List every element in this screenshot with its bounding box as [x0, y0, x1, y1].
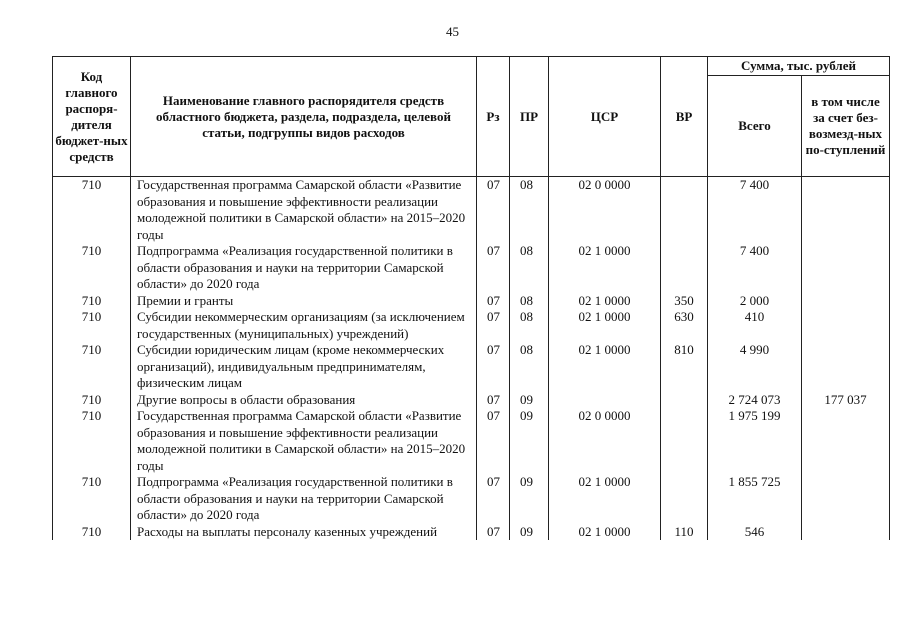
table-header: [53, 57, 890, 177]
cell-rz: 07: [477, 309, 510, 342]
cell-name: Подпрограмма «Реализация государственной политики в области образования и науки на территории Самарской области» до 2020 года: [131, 474, 477, 524]
cell-total: 7 400: [708, 177, 802, 244]
cell-code: 710: [53, 392, 131, 409]
cell-free: [802, 524, 890, 541]
header-code: Код главного распоря-дителя бюджет-ных средств: [53, 57, 131, 177]
cell-rz: 07: [477, 293, 510, 310]
header-name: Наименование главного распорядителя средств областного бюджета, раздела, подраздела, целевой статьи, подгруппы видов расходов: [131, 57, 477, 177]
cell-free: [802, 342, 890, 392]
cell-code: 710: [53, 408, 131, 474]
header-vr: ВР: [661, 57, 708, 177]
page-number: 45: [446, 24, 459, 39]
cell-vr: [661, 177, 708, 244]
cell-csr: [549, 392, 661, 409]
cell-vr: 350: [661, 293, 708, 310]
cell-code: 710: [53, 177, 131, 244]
table-row: [53, 524, 890, 541]
cell-name: Премии и гранты: [131, 293, 477, 310]
cell-vr: 630: [661, 309, 708, 342]
cell-total: 4 990: [708, 342, 802, 392]
cell-csr: 02 0 0000: [549, 408, 661, 474]
cell-free: [802, 243, 890, 293]
cell-code: 710: [53, 342, 131, 392]
table-row: [53, 392, 890, 409]
cell-csr: 02 0 0000: [549, 177, 661, 244]
cell-vr: [661, 408, 708, 474]
cell-code: 710: [53, 309, 131, 342]
table-row: [53, 309, 890, 342]
cell-csr: 02 1 0000: [549, 309, 661, 342]
cell-free: [802, 474, 890, 524]
cell-rz: 07: [477, 342, 510, 392]
cell-pr: 09: [510, 474, 549, 524]
cell-free: [802, 309, 890, 342]
table-row: [53, 177, 890, 244]
cell-total: 2 724 073: [708, 392, 802, 409]
cell-pr: 08: [510, 293, 549, 310]
cell-name: Расходы на выплаты персоналу казенных учреждений: [131, 524, 477, 541]
cell-rz: 07: [477, 243, 510, 293]
cell-name: Государственная программа Самарской области «Развитие образования и повышение эффективности реализации молодежной политики в Самарской области» на 2015–2020 годы: [131, 177, 477, 244]
table-row: [53, 293, 890, 310]
cell-name: Подпрограмма «Реализация государственной политики в области образования и науки на территории Самарской области» до 2020 года: [131, 243, 477, 293]
cell-name: Другие вопросы в области образования: [131, 392, 477, 409]
cell-name: Субсидии некоммерческим организациям (за исключением государственных (муниципальных) учреждений): [131, 309, 477, 342]
cell-code: 710: [53, 524, 131, 541]
table-row: [53, 474, 890, 524]
cell-rz: 07: [477, 177, 510, 244]
cell-vr: 110: [661, 524, 708, 541]
cell-rz: 07: [477, 392, 510, 409]
cell-total: 410: [708, 309, 802, 342]
cell-pr: 08: [510, 309, 549, 342]
cell-name: Субсидии юридическим лицам (кроме некоммерческих организаций), индивидуальным предпринимателям, физическим лицам: [131, 342, 477, 392]
cell-free: [802, 293, 890, 310]
cell-pr: 08: [510, 243, 549, 293]
header-csr: ЦСР: [549, 57, 661, 177]
header-sum: Сумма, тыс. рублей: [708, 57, 890, 76]
cell-total: 2 000: [708, 293, 802, 310]
cell-vr: [661, 392, 708, 409]
cell-free: 177 037: [802, 392, 890, 409]
cell-pr: 09: [510, 524, 549, 541]
table-row: [53, 243, 890, 293]
header-rz: Рз: [477, 57, 510, 177]
header-pr: ПР: [510, 57, 549, 177]
cell-code: 710: [53, 474, 131, 524]
budget-table: [52, 56, 890, 540]
cell-free: [802, 408, 890, 474]
cell-rz: 07: [477, 474, 510, 524]
header-total: Всего: [708, 76, 802, 177]
cell-rz: 07: [477, 524, 510, 541]
cell-csr: 02 1 0000: [549, 243, 661, 293]
cell-rz: 07: [477, 408, 510, 474]
table-body: [53, 177, 890, 541]
cell-pr: 09: [510, 408, 549, 474]
cell-total: 1 975 199: [708, 408, 802, 474]
cell-free: [802, 177, 890, 244]
cell-pr: 09: [510, 392, 549, 409]
cell-vr: [661, 474, 708, 524]
table-row: [53, 408, 890, 474]
cell-pr: 08: [510, 177, 549, 244]
cell-code: 710: [53, 293, 131, 310]
cell-csr: 02 1 0000: [549, 524, 661, 541]
header-free: в том числе за счет без-возмезд-ных по-ступлений: [802, 76, 890, 177]
cell-total: 1 855 725: [708, 474, 802, 524]
cell-csr: 02 1 0000: [549, 342, 661, 392]
cell-total: 546: [708, 524, 802, 541]
cell-csr: 02 1 0000: [549, 293, 661, 310]
cell-code: 710: [53, 243, 131, 293]
cell-vr: 810: [661, 342, 708, 392]
cell-vr: [661, 243, 708, 293]
cell-pr: 08: [510, 342, 549, 392]
cell-csr: 02 1 0000: [549, 474, 661, 524]
cell-total: 7 400: [708, 243, 802, 293]
table-row: [53, 342, 890, 392]
cell-name: Государственная программа Самарской области «Развитие образования и повышение эффективности реализации молодежной политики в Самарской области» на 2015–2020 годы: [131, 408, 477, 474]
